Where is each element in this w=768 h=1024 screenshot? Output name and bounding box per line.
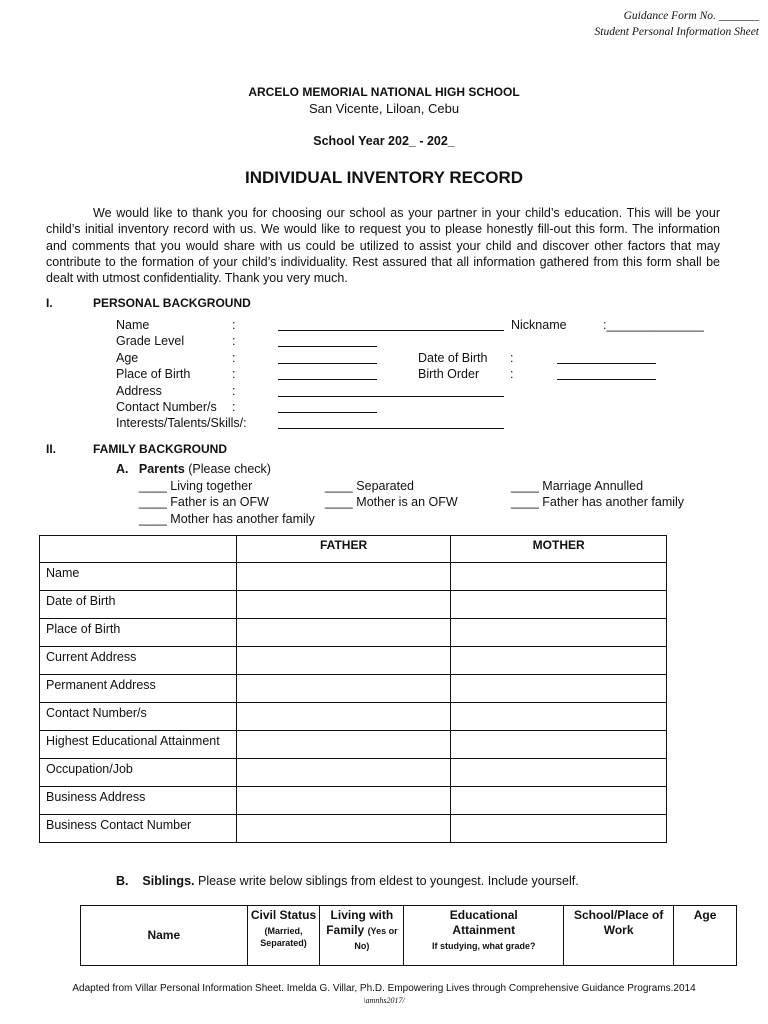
option-father-ofw[interactable]: ____ Father is an OFW (139, 495, 269, 509)
table-row (40, 815, 667, 843)
siblings-title: Siblings. (142, 874, 195, 888)
place-input-line[interactable] (278, 379, 377, 380)
table-header-row (40, 536, 667, 563)
parents-heading (116, 462, 271, 476)
mother-cell[interactable] (451, 647, 667, 675)
living-with-family-header: Living with Family (Yes or No) (320, 906, 404, 966)
parents-letter: A. (116, 462, 129, 476)
row-label: Business Contact Number (40, 815, 237, 843)
check-blank[interactable]: ____ (511, 479, 539, 493)
colon: : (510, 367, 514, 381)
dob-input-line[interactable] (557, 363, 656, 364)
check-blank[interactable]: ____ (325, 479, 353, 493)
option-mother-another-family[interactable]: ____ Mother has another family (139, 512, 315, 526)
check-blank[interactable]: ____ (139, 512, 167, 526)
name-input-line[interactable] (278, 330, 504, 331)
table-row (40, 619, 667, 647)
father-cell[interactable] (236, 731, 451, 759)
option-father-another-family[interactable]: ____ Father has another family (511, 495, 685, 509)
header-blank (40, 536, 237, 563)
dob-label: Date of Birth (418, 351, 488, 365)
address-label: Address (116, 384, 162, 398)
option-marriage-annulled[interactable]: ____ Marriage Annulled (511, 479, 644, 493)
colon: : (232, 384, 236, 398)
siblings-heading (116, 874, 579, 888)
check-blank[interactable]: ____ (325, 495, 353, 509)
footer-code: \amnhs2017/ (363, 996, 405, 1005)
section2-number: II. (46, 442, 57, 456)
siblings-name-header: Name (81, 906, 248, 966)
father-cell[interactable] (236, 787, 451, 815)
colon: : (232, 334, 236, 348)
parents-note: (Please check) (188, 462, 271, 476)
section1-title: PERSONAL BACKGROUND (93, 296, 251, 310)
colon: : (510, 351, 514, 365)
grade-input-line[interactable] (278, 346, 377, 347)
school-name: ARCELO MEMORIAL NATIONAL HIGH SCHOOL (248, 85, 520, 99)
row-label: Current Address (40, 647, 237, 675)
siblings-age-header: Age (674, 906, 737, 966)
father-cell[interactable] (236, 759, 451, 787)
section1-number: I. (46, 296, 53, 310)
birth-order-label: Birth Order (418, 367, 480, 381)
table-row (40, 731, 667, 759)
table-row (40, 563, 667, 591)
table-row (40, 787, 667, 815)
age-input-line[interactable] (278, 363, 377, 364)
table-row (40, 647, 667, 675)
mother-cell[interactable] (451, 815, 667, 843)
school-year: School Year 202_ - 202_ (313, 134, 455, 148)
option-living-together[interactable]: ____ Living together (139, 479, 253, 493)
contact-label: Contact Number/s (116, 400, 217, 414)
intro-paragraph: We would like to thank you for choosing our school as your partner in your child’s education. This will be your child’s initial inventory record with us. We would like to request you to please honestly fill-out this form. The information and comments that you would share with us could be utilized to assist your child and discover other factors that may contribute to the formation of your child’s individuality. Rest assured that all information gathered from this form shall be dealt with utmost confidentiality. Thank you very much. (46, 206, 720, 286)
father-header: FATHER (236, 536, 451, 563)
nickname-input[interactable]: :______________ (603, 318, 704, 332)
row-label: Highest Educational Attainment (40, 731, 237, 759)
form-title: Student Personal Information Sheet (594, 26, 759, 38)
siblings-header-row (81, 906, 737, 966)
mother-cell[interactable] (451, 759, 667, 787)
father-cell[interactable] (236, 591, 451, 619)
table-row (40, 703, 667, 731)
mother-header: MOTHER (451, 536, 667, 563)
check-blank[interactable]: ____ (511, 495, 539, 509)
mother-cell[interactable] (451, 563, 667, 591)
nickname-label: Nickname (511, 318, 567, 332)
colon: : (232, 351, 236, 365)
mother-cell[interactable] (451, 703, 667, 731)
siblings-table (80, 905, 737, 966)
option-separated[interactable]: ____ Separated (325, 479, 414, 493)
mother-cell[interactable] (451, 675, 667, 703)
siblings-letter: B. (116, 874, 129, 888)
colon: : (232, 318, 236, 332)
education-note: If studying, what grade? (432, 941, 536, 951)
father-cell[interactable] (236, 675, 451, 703)
interests-input-line[interactable] (278, 428, 504, 429)
mother-cell[interactable] (451, 731, 667, 759)
check-blank[interactable]: ____ (139, 495, 167, 509)
colon: : (232, 400, 236, 414)
civil-status-note: (Married, Separated) (260, 926, 307, 948)
school-work-header: School/Place of Work (564, 906, 674, 966)
check-blank[interactable]: ____ (139, 479, 167, 493)
father-cell[interactable] (236, 563, 451, 591)
father-cell[interactable] (236, 647, 451, 675)
mother-cell[interactable] (451, 787, 667, 815)
siblings-note: Please write below siblings from eldest to youngest. Include yourself. (197, 874, 579, 888)
table-row (40, 591, 667, 619)
mother-cell[interactable] (451, 619, 667, 647)
row-label: Permanent Address (40, 675, 237, 703)
place-label: Place of Birth (116, 367, 191, 381)
row-label: Occupation/Job (40, 759, 237, 787)
row-label: Date of Birth (40, 591, 237, 619)
educational-attainment-header: Educational Attainment If studying, what grade? (404, 906, 564, 966)
mother-cell[interactable] (451, 591, 667, 619)
row-label: Contact Number/s (40, 703, 237, 731)
grade-label: Grade Level (116, 334, 185, 348)
name-label: Name (116, 318, 150, 332)
table-row (40, 675, 667, 703)
father-cell[interactable] (236, 619, 451, 647)
parents-title: Parents (138, 462, 185, 476)
document-title: INDIVIDUAL INVENTORY RECORD (244, 168, 524, 187)
option-mother-ofw[interactable]: ____ Mother is an OFW (325, 495, 458, 509)
contact-input-line[interactable] (278, 412, 377, 413)
table-row (40, 759, 667, 787)
birth-order-input-line[interactable] (557, 379, 656, 380)
section2-title: FAMILY BACKGROUND (93, 442, 228, 456)
father-cell[interactable] (236, 703, 451, 731)
school-address: San Vicente, Liloan, Cebu (308, 101, 460, 116)
parents-table (39, 535, 667, 843)
father-cell[interactable] (236, 815, 451, 843)
row-label: Business Address (40, 787, 237, 815)
form-number: Guidance Form No. _______ (623, 10, 759, 22)
address-input-line[interactable] (278, 396, 504, 397)
colon: : (232, 367, 236, 381)
civil-status-header: Civil Status (Married, Separated) (247, 906, 320, 966)
footer-credit: Adapted from Villar Personal Information Sheet. Imelda G. Villar, Ph.D. Empowering Lives through Comprehensive Guidance Programs.2014 (72, 983, 696, 994)
row-label: Place of Birth (40, 619, 237, 647)
age-label: Age (116, 351, 139, 365)
row-label: Name (40, 563, 237, 591)
interests-label: Interests/Talents/Skills/: (116, 416, 247, 430)
